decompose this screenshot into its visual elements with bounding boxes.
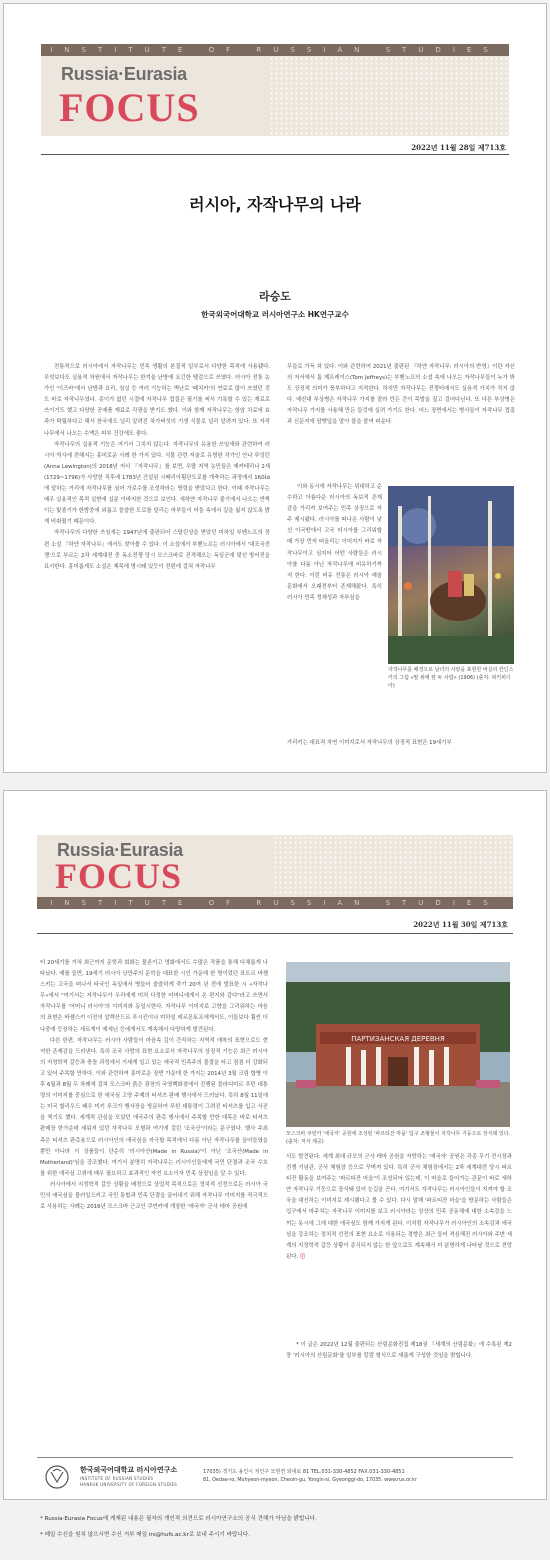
paragraph: 러시아에서 지정학적 갈등 상황을 배경으로 상업적 목적으로든 정치적 선전으로든 러시아 국민의 애국심을 불러일으키고 국민 통합과 민족 단결을 끌어내기 위해 자작나무 이미지를 적극적으로 사용하는 사례는 2016년 모스크바 근교인 쿠빈카에 개장한 '애국자' 군사 테마 공원에 bbox=[40, 1181, 268, 1211]
address-en: 81, Oedae-ro, Mohyeon-myeon, Cheoin-gu, Yongin-si, Gyeonggi-do, 17035. www.rus.or.kr bbox=[203, 1478, 417, 1483]
source-note bbox=[286, 1340, 512, 1380]
author-affiliation: 한국외국어대학교 러시아연구소 HK연구교수 bbox=[201, 310, 349, 319]
body-left-column-2 bbox=[40, 958, 268, 1350]
end-mark: ⓡ bbox=[299, 1253, 306, 1260]
masthead bbox=[41, 56, 509, 136]
brand-subtitle: Russia·Eurasia bbox=[57, 840, 183, 860]
issue-date: 2022년 11월 28일 제713호 bbox=[411, 143, 506, 152]
partisan-village-sign: ПАРТИЗАНСКАЯ ДЕРЕВНЯ bbox=[351, 1035, 445, 1043]
paragraph: 다른 한편, 자작나무는 러시아 사람들이 마음속 깊이 간직하는 지역적 애착의 표현으로도 현저한 존재감을 드러낸다. 특히 조국 사랑의 표현 요소로서 자작나무의 상징적 기능은 최근 러시아의 지정학적 갈등과 충돌 과정에서 거세게 일고 있는 애국적 민족주의 물결을 타고 점점 더 강화되고 있어 주목할 만하다. 이와 관련하여 흥미로운 장면 가운데 한 가지는 2014년 3월 크림 합병 이후 6월과 8월 두 차례에 걸쳐 모스크바 붉은 광장의 국영백화점에서 진행된 블라디미르 푸틴 대통령의 이미지를 중심으로 한 애국심 고양 주제의 티셔츠 판매 행사에서 드러났다. 특히 8월 11일에는 미국 할리우드 배우 미키 루크가 행사장을 방문하여 푸틴 대통령이 그려진 티셔츠를 입고 사진을 찍기도 했다. 세계적 관심을 모았던 애국주의 판촉 행사에서 주목할 만한 대목은 바로 티셔츠 판매장 한가운데 세워져 있던 자작나무 모형과 여기에 걸린 '조국산'이라는 문구였다. 행사 주최 측은 티셔츠 판촉용으로 러시아인의 애국심을 자극할 목적에서 다름 아닌 자작나무를 끌어들였을 뿐만 아니라 이 상품들이 단순히 '러시아산(Made in Russia)'이 아닌 '조국산(Made in Motherland)'임을 강조했다. 여기서 분명히 자작나무는 러시아인들에게 국민 단결과 조국 수호를 위한 애국심 고취에 매우 필요하고 효과적인 자연 요소이자 민족 상징임을 알 수 있다. bbox=[40, 1037, 268, 1177]
world-map-dots bbox=[273, 835, 513, 897]
author-name: 라승도 bbox=[259, 290, 291, 303]
body-right-column-top bbox=[287, 362, 515, 478]
paragraph-text: 서도 발견된다. 세계 최대 규모의 군사 테마 공원을 자랑하는 '애국자' 공원은 각종 무기 전시장과 전쟁 기념관, 군사 체험장 등으로 꾸며져 있다. 특히 군사 체험장에서는 2차 세계대전 당시 파르티잔 활동을 보여주는 '파르티잔 마을'이 조성되어 있는데, 이 마을로 들어가는 관문이 바로 새하얀 자작나무 기둥으로 장식돼 있어 눈길을 끈다. 여기서도 자작나무는 러시아인들이 지켜야 할 조국을 대신하는 이미지로 제시됐다고 볼 수 있다. 다시 말해 '파르티잔 마을'을 방문하는 사람들은 입구에서 마주치는 자작나무 이미지를 보고 러시아라는 상상의 민족 공동체에 대한 소속감을 느끼는 동시에 그에 대한 애국심도 함께 가지게 된다. 이처럼 자작나무가 러시아인의 소속감과 애국심을 강조하는 정치적 선전의 표현 요소로 사용되는 경향은 최근 들어 격심해진 러시아와 주변 세계의 지정학적 갈등 상황이 종식되지 않는 한 앞으로도 계속해서 더 분명하게 나타날 것으로 전망된다. bbox=[286, 1154, 512, 1260]
paragraph: 자작나무의 실용적 기능은 여기서 그치지 않는다. 자작나무의 유용한 쓰임새와 관련하여 러시아 역사에 전해지는 흥미로운 사례 한 가지 있다. 식물 관련 저술로 유명한 작가인 안나 루잉턴(Anna Lewington)의 2018년 저서 『자작나무』를 보면, 우랄 지역 농민들은 예카테리나 2세(1729~1796)가 사망한 직후에 1783년 건설된 시베리아횡단도로를 개축하는 과정에서 160㎞에 달하는 거리에 자작나무를 심어 가로수를 조성하라는 명령을 받았다고 한다. 이때 자작나무는 매우 실용적인 목적 실현에 십분 이바지한 것으로 보인다. 새하얀 자작나무 줄기에서 나오는 반짝이는 빛줄기가 한밤중에 외롭고 쓸쓸한 도로를 달리는 마부들이 어둠 속에서 길을 잃지 않도록 밝게 비춰줬기 때문이다. bbox=[44, 441, 270, 526]
article-title: 러시아, 자작나무의 나라 bbox=[189, 195, 361, 214]
divider bbox=[37, 933, 513, 934]
body-left-column bbox=[44, 362, 270, 754]
paragraph: 터 20세기를 거쳐 최근까지 문학과 회화는 물론이고 영화에서도 수많은 작품을 통해 다채롭게 나타났다. 예를 들면, 19세기 러시아 낭만주의 문학을 대표한 시인 가운데 한 명이었던 표트르 바젬스키는 고국을 떠나서 타국인 독일에서 병들어 쓸쓸하게 죽기 20여 년 전에 발표한 시 «자작나무»에서 "여기서는 자작나무가 우리에게 미처 다정한 어머니에게서 온 편지와 같다"라고 쓰면서 자작나무를 '어머니 러시아'의 이미지와 동일시한다. 자작나무 이미지로 고향을 그리워하는 마음의 표현은 바젬스키 이전의 알렉산드르 푸시킨이나 미하일 레르몬토프에게서도, 이들보다 훨씬 더 나중에 등장하는 세르게이 예세닌 등에게서도 계속해서 다양하게 발견된다. bbox=[40, 960, 268, 1033]
painting-caption: 자작나무를 배경으로 남녀의 사랑을 표현한 바실리 칸딘스키의 그림 «말 위에 탄 두 사람» (1906) (출처: 위키피디아) bbox=[388, 667, 514, 689]
paragraph: * 이 글은 2022년 12월 출판되는 산림문화전집 제18권 『세계의 산림문화』에 수록된 제2장 '러시아의 산림문화'를 일부를 칼럼 형식으로 새롭게 구성한 것임을 밝힙니다. bbox=[286, 1342, 512, 1360]
brand-subtitle: Russia·Eurasia bbox=[61, 64, 187, 84]
institute-name-kr: 한국외국어대학교 러시아연구소 bbox=[80, 1466, 178, 1474]
paragraph: 이와 동시에 자작나무는 위대하고 순수하고 아름다운 러시아의 독보적 존재감을 가리켜 보여주는 민족 상징으로 자주 제시됐다. 러시아를 떠나온 사람이 낯선 이국땅에서 고국 러시아를 그리워할 때 가장 먼저 떠올리는 이미지가 바로 자작나무이고 심지어 어떤 사람들은 러시아를 다름 아닌 자작나무에 비유하기까지 한다. 이런 비유 전통은 러시아 예술문화에서 오래전부터 존재해왔다. 특히 러시아 민족 정체성과 자부심을 bbox=[287, 484, 382, 601]
unsubscribe-note: * 메일 수신을 원치 않으시면 수신 거부 메일 irs@hufs.ac.kr로 보내 주시기 바랍니다. bbox=[40, 1532, 250, 1538]
institute-name-en-2: HANKUK UNIVERSITY OF FOREIGN STUDIES bbox=[80, 1482, 178, 1487]
body-right-column-2 bbox=[286, 1152, 512, 1322]
newsletter-page-1 bbox=[3, 3, 547, 773]
masthead-band: INSTITUTE OF RUSSIAN STUDIES bbox=[41, 44, 509, 56]
paragraph: 전통적으로 러시아에서 자작나무는 민족 생활의 본질적 일부로서 다양한 목적에 사용됐다. 무엇보다도 실용적 차원에서 자작나무는 한겨울 난방에 요긴한 땔감으로 쓰였다. 러시아 전통 농가인 '이즈바'에서 난방과 요리, 침실 등 여러 기능하는 벽난로 '페치카'의 연료로 많이 쓰였던 것도 바로 자작나무였다. 종이가 없던 시절에 자작나무 껍질은 필기를 써서 기록할 수 있는 재료로 쓰이기도 했고 다양한 공예품 재료로 각광을 받기도 했다. 이와 함께 자작나무는 항암 치료에 효과가 탁월하다고 해서 한국에도 널리 알려진 차가버섯의 기생 식물로 널리 알려져 있다. 또 자작나무에서 나오는 수액은 피부 건강에도 좋다. bbox=[44, 364, 270, 437]
masthead-band-2: INSTITUTE OF RUSSIAN STUDIES bbox=[37, 897, 513, 909]
paragraph bbox=[286, 1152, 512, 1263]
paragraph: 자작나무의 다양한 쓰임새는 1947년에 출판되어 스탈린상을 받았던 미하일 부벤노프의 장편 소설 『하얀 자작나무』에서도 찾아볼 수 있다. 이 소설에서 부벤노프는 러시아에서 '대조국전쟁'으로 부르는 2차 세계대전 중 독소전쟁 당시 모스크바로 진격해오는 독일군에 맞선 방어전을 묘사한다. 흥미롭게도 소설은 제목에 명시돼 있듯이 전편에 걸쳐 자작나무 bbox=[44, 530, 270, 570]
paragraph: 무들로 가득 차 있다. 이와 관련하여 2021년 출판된 『하얀 자작나무: 러시아의 반영』이란 자신의 저서에서 톰 제프레이스(Tom Jeffreys)는 부벤노프의 소설 속에 나오는 자작나무들이 누가 봐도 상징적 의미가 풍부하다고 지적한다. 하지만 자작나무는 전쟁터에서도 실용적 가치가 작지 않다. 예컨대 부상병은 자작나무 가지를 잘라 만든 간이 목발을 짚고 걸어다닌다. 또 다른 부상병은 자작나무 가지를 사용해 만든 들것에 실려 가기도 한다. 어느 장면에서는 병사들이 자작나무 껍질과 신문지에 담뱃잎을 말아 불을 붙여 피운다. bbox=[287, 364, 515, 426]
park-entrance-photo bbox=[286, 962, 510, 1127]
institute-name-en-1: INSTITUTE OF RUSSIAN STUDIES bbox=[80, 1476, 154, 1481]
body-right-column-bottom bbox=[287, 738, 515, 752]
world-map-dots bbox=[269, 56, 509, 136]
institute-logo-icon bbox=[42, 1464, 72, 1490]
paragraph: 가리키는 대표적 자연 이미지로서 자작나무의 상징적 표현은 19세기부 bbox=[287, 740, 452, 746]
photo-caption: 모스크바 쿠빈카 '애국자' 공원에 조성된 '파르티잔 마을' 입구 조형물이 자작나무 기둥으로 장식돼 있다. (출처: 저자 제공) bbox=[286, 1131, 511, 1145]
masthead-2 bbox=[37, 835, 513, 897]
issue-date-2: 2022년 11월 30일 제713호 bbox=[413, 920, 508, 929]
brand-title: FOCUS bbox=[59, 85, 200, 130]
footer-divider bbox=[37, 1457, 513, 1458]
body-right-column-wrap bbox=[287, 482, 382, 732]
brand-title: FOCUS bbox=[55, 856, 183, 896]
address-kr: 17035) 경기도 용인시 처인구 모현면 외대로 81 TEL.031-330-4852 FAX.031-330-4851 bbox=[203, 1469, 405, 1475]
divider bbox=[41, 154, 509, 155]
disclaimer-note: * Russia·Eurasia Focus에 게재된 내용은 필자의 개인적 의견으로 러시아연구소의 공식 견해가 아님을 밝힙니다. bbox=[40, 1516, 317, 1522]
painting-image bbox=[388, 486, 514, 664]
